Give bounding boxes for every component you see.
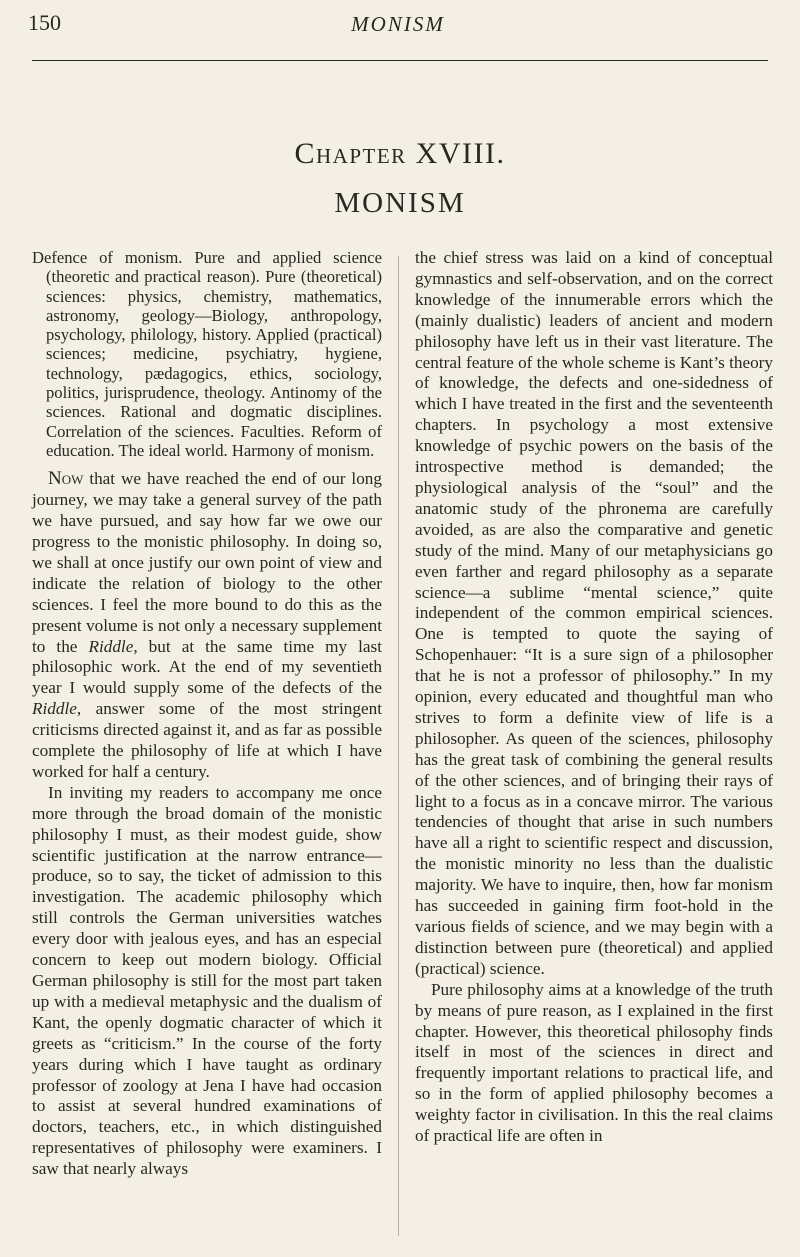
text-column-left [32,248,382,1180]
page-header [28,10,768,72]
paragraph-1 [32,469,382,783]
header-rule [32,60,768,61]
chapter-label: Chapter XVIII. [294,137,506,170]
paragraph-first-word: Now [48,468,84,490]
riddle-title-1: Riddle [88,636,134,656]
paragraph-1-text-c: , answer some of the most stringent criticisms directed against it, and as far as possible complete the philosophy of life at which I have worked for half a century. [32,699,382,781]
column-divider [398,256,399,1236]
paragraph-1-text-a: that we have reached the end of our long journey, we may take a general survey of the path we have pursued, and say how far we owe our progress to the monistic philosophy. In doing so, we shall at once justify our own point of view and indicate the relation of biology to the other sciences. I feel the more bound to do this as the present volume is not only a necessary supplement to the [32,469,382,656]
chapter-synopsis: Defence of monism. Pure and applied science (theoretic and practical reason). Pure (theoretical) sciences: physics, chemistry, mathematics, astronomy, geology—Biology, anthropology, psychology, philology, history. Applied (practical) sciences; medicine, psychiatry, hygiene, technology, pædagogics, ethics, sociology, politics, jurisprudence, theology. Antinomy of the sciences. Rational and dogmatic disciplines. Correlation of the sciences. Faculties. Reform of education. The ideal world. Harmony of monism. [32,248,382,460]
riddle-title-2: Riddle [32,699,77,719]
page-number: 150 [28,10,61,35]
paragraph-1-text-b: , but at the same time my last philosophic work. At the end of my seventieth year I would supply some of the defects of the [32,636,383,698]
paragraph-2: In inviting my readers to accompany me once more through the broad domain of the monistic philosophy I must, as their modest guide, show scientific justification at the narrow entrance—produce, so to say, the ticket of admission to this investigation. The academic philosophy which still controls the German universities watches every door with jealous eyes, and has an especial concern to keep out modern biology. Official German philosophy is still for the most part taken up with a medieval metaphysic and the dualism of Kant, the openly dogmatic character of which it greets as “criticism.” In the course of the forty years during which I have taught as ordinary professor of zoology at Jena I have had occasion to assist at several hundred examinations of doctors, teachers, etc., in which distinguished representatives of philosophy were examiners. I saw that nearly always [32,782,382,1179]
chapter-title: MONISM [334,187,466,219]
paragraph-2-continued: the chief stress was laid on a kind of conceptual gymnastics and self-observation, and on the correct knowledge of the innumerable errors which the (mainly dualistic) leaders of ancient and modern philosophy have left us in their vast literature. The central feature of the whole scheme is Kant’s theory of knowledge, the defects and one-sidedness of which I have treated in the first and the seventeenth chapters. In psychology a most extensive knowledge of psychic powers on the basis of the introspective method is demanded; the physiological analysis of the “soul” and the anatomic study of the phronema are carefully avoided, as are also the comparative and genetic study of the mind. Many of our metaphysicians go even farther and regard philosophy as a separate science—a sublime “mental science,” quite independent of the common empirical sciences. One is tempted to quote the saying of Schopenhauer: “It is a sure sign of a philosopher that he is not a professor of philosophy.” In my opinion, every educated and thoughtful man who strives to form a definite view of life is a philosopher. As queen of the sciences, philosophy has the great task of combining the general results of the other sciences, and of bringing their rays of light to a focus as in a concave mirror. The various tendencies of thought that arise in such numbers have all a right to scientific respect and discussion, the monistic minority no less than the dualistic majority. We have to inquire, then, how far monism has succeeded in gaining firm foot-hold in the various fields of science, and we may begin with a distinction between pure (theoretical) and applied (practical) science. [415,248,773,978]
text-column-right [415,248,773,1147]
running-head: MONISM [351,12,445,36]
paragraph-3: Pure philosophy aims at a knowledge of the truth by means of pure reason, as I explained in the first chapter. However, this theoretical philosophy finds itself in most of the sciences in direct and frequently important relations to practical life, and so in the form of applied philosophy becomes a weighty factor in civilisation. In this the real claims of practical life are often in [415,979,773,1146]
